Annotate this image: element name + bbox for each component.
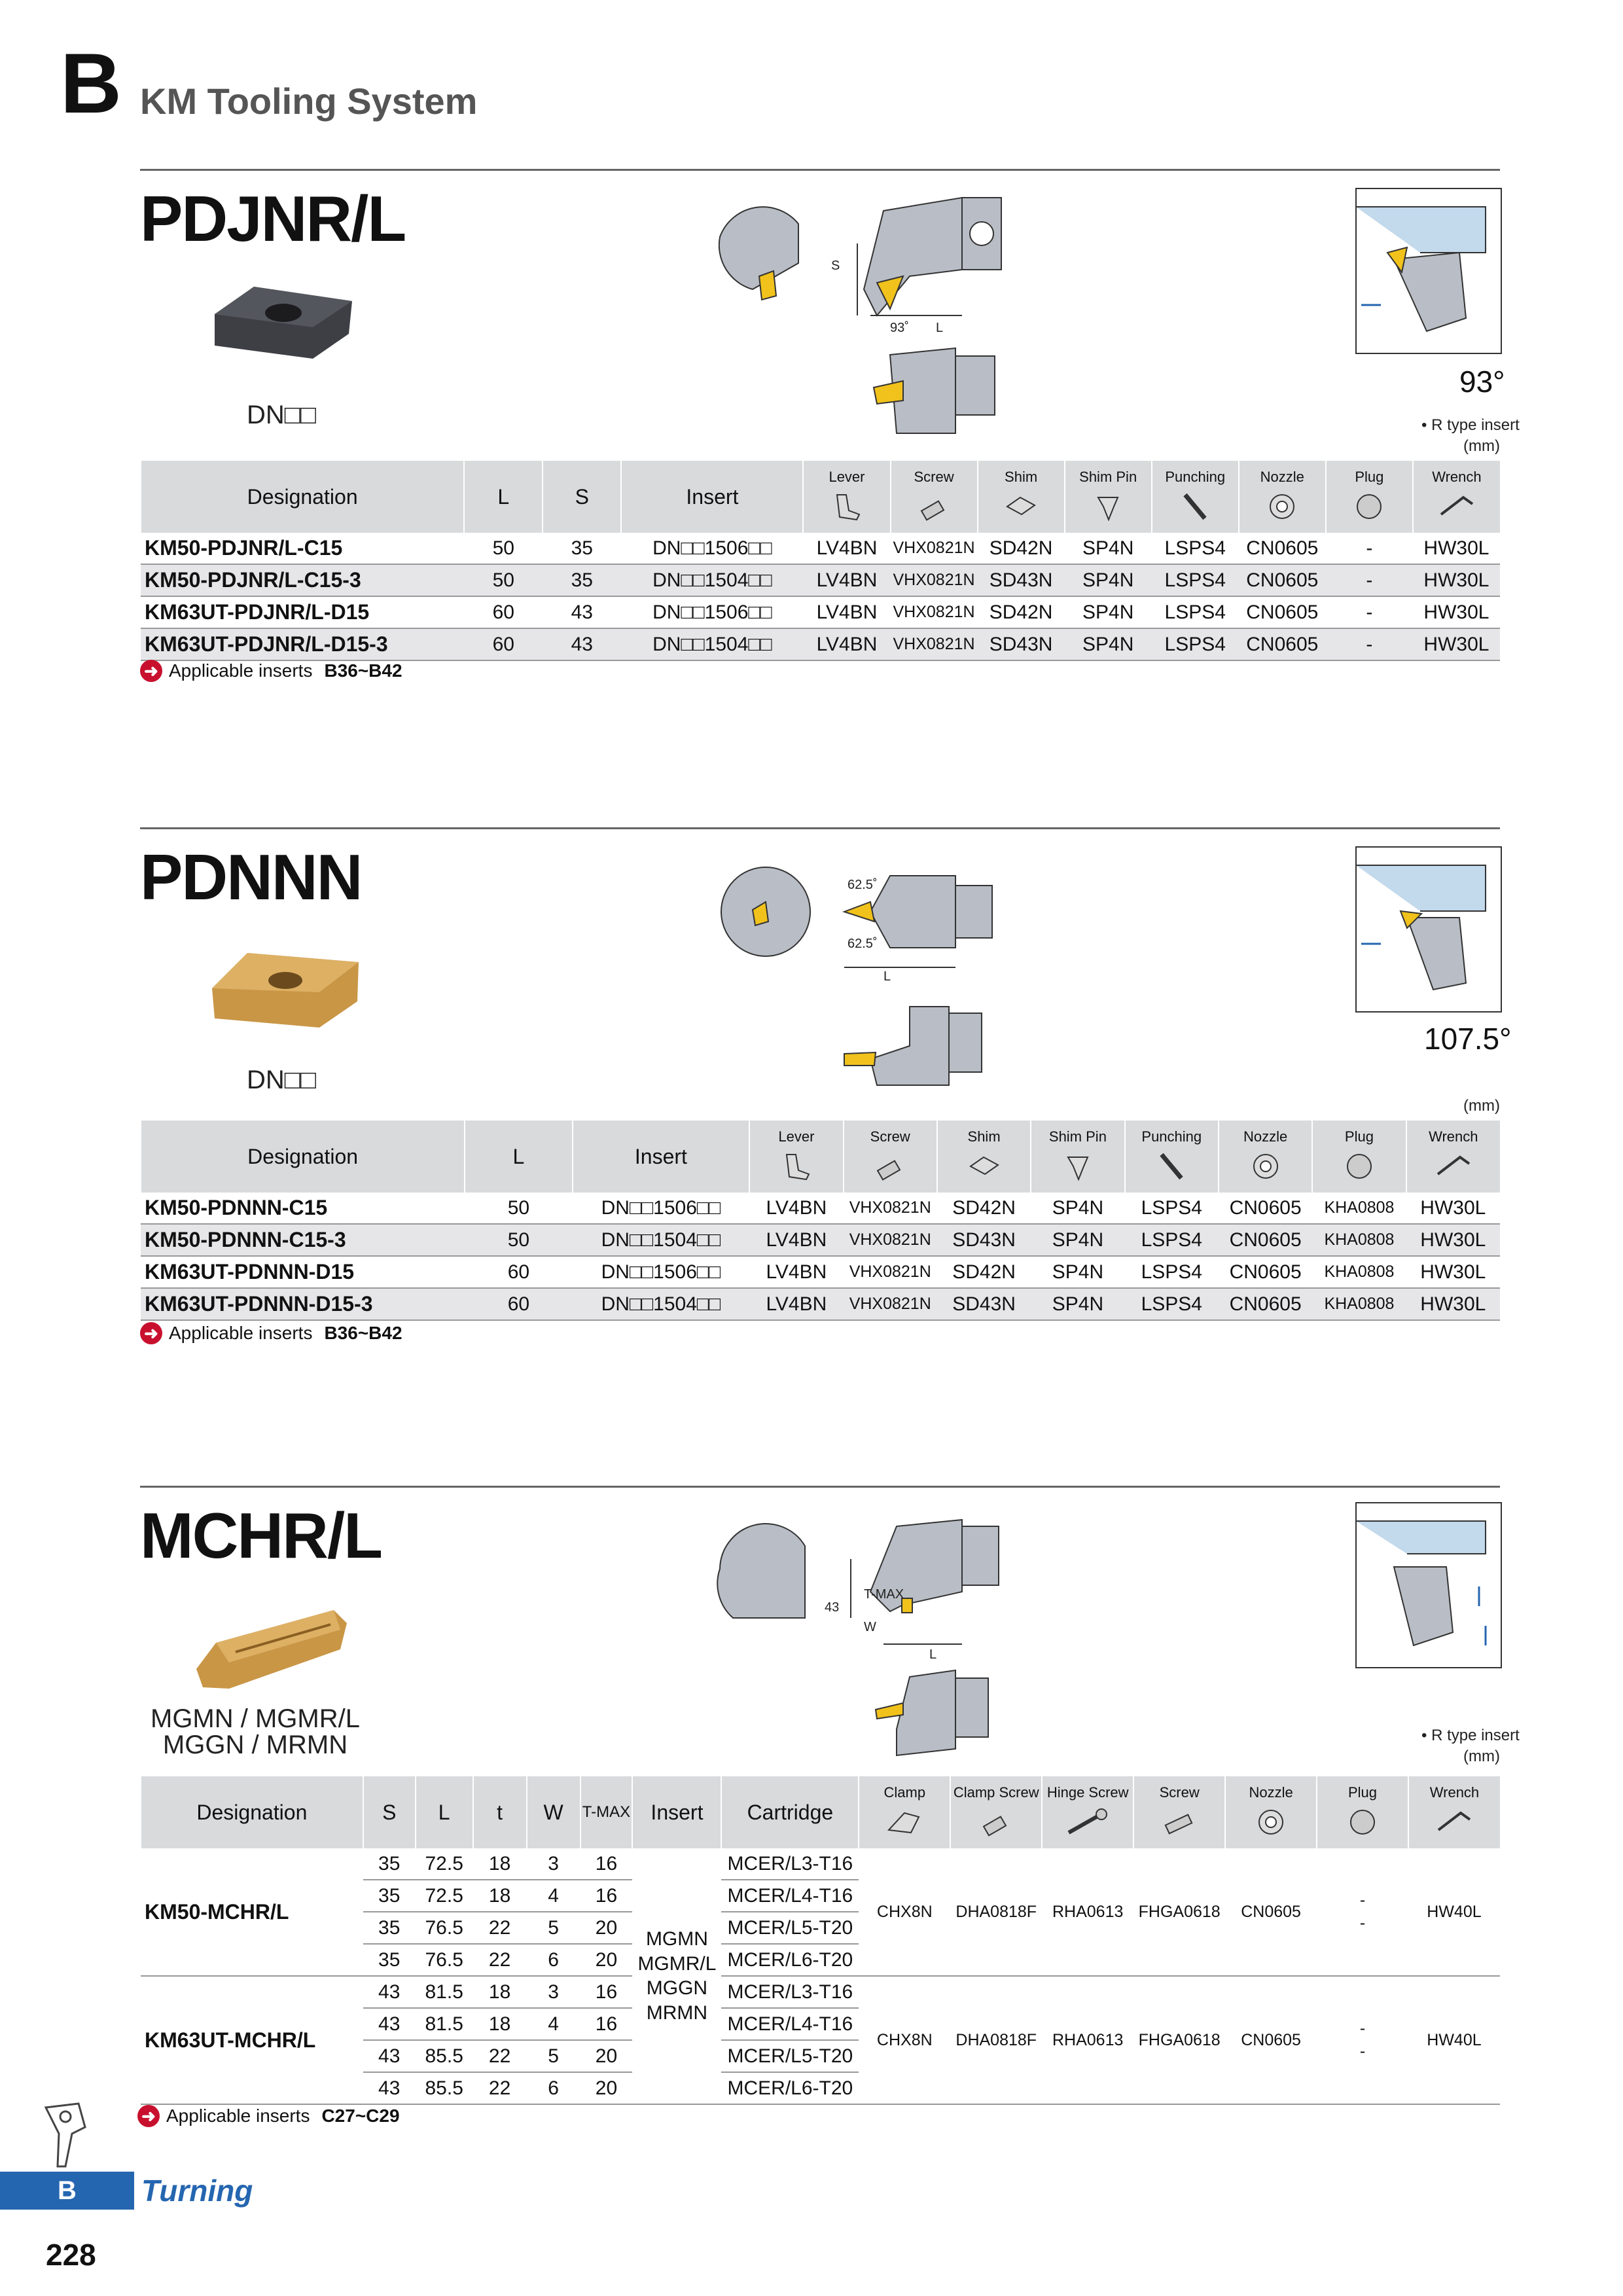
clamp-icon (885, 1806, 924, 1837)
col-designation: Designation (141, 1121, 465, 1193)
application-diagram (1355, 846, 1503, 1013)
insert-cell: MGMN MGMR/L MGGN MRMN (632, 1848, 721, 2104)
arrow-right-icon: ➜ (140, 660, 162, 682)
tool-drawing-mchr (713, 1507, 1027, 1768)
table-row: KM63UT-PDNNN-D15-3 60 DN□□1504□□ LV4BN VHX0821N SD43N SP4N LSPS4 CN0605 KHA0808 HW30L (141, 1288, 1500, 1320)
section-title-pdjnr: PDJNR/L (140, 183, 406, 255)
table-row: 35 76.5 22 5 20 MCER/L5-T20 (141, 1912, 1500, 1944)
clamp-screw-icon (980, 1806, 1012, 1837)
col-designation: Designation (141, 461, 464, 533)
divider (140, 827, 1500, 829)
col-w: W (527, 1776, 580, 1848)
col-insert: Insert (621, 461, 803, 533)
section-label: Turning (141, 2174, 253, 2208)
nozzle-icon (1249, 1151, 1282, 1181)
applicable-inserts-link[interactable]: ➜ Applicable inserts B36~B42 (140, 660, 402, 682)
punching-icon (1179, 491, 1211, 521)
application-diagram (1355, 187, 1503, 355)
approach-angle: 107.5° (1424, 1022, 1512, 1056)
punching-icon (1155, 1151, 1188, 1181)
col-s: S (543, 461, 621, 533)
approach-angle: 93° (1459, 365, 1505, 399)
section-title-mchr: MCHR/L (140, 1499, 382, 1571)
divider (140, 169, 1500, 171)
col-wrench: Wrench (1408, 1776, 1500, 1848)
table-row: KM50-MCHR/L 35 72.5 18 3 16 MGMN MGMR/L MGGN MRMN MCER/L3-T16 CHX8N DHA0818F RHA0613 FHGA0618 CN0605 - - HW40L (141, 1848, 1500, 1880)
dim-l: L (936, 321, 944, 335)
col-screw: Screw (1133, 1776, 1225, 1848)
header-title: KM Tooling System (140, 81, 478, 122)
spec-table-pdjnr (140, 461, 1500, 661)
col-screw: Screw (891, 461, 978, 533)
col-shim-pin: Shim Pin (1031, 1121, 1124, 1193)
dim-s: S (831, 259, 840, 273)
col-nozzle: Nozzle (1219, 1121, 1312, 1193)
shim-pin-icon (1061, 1151, 1094, 1181)
shim-icon (1005, 491, 1037, 521)
shim-pin-icon (1092, 491, 1124, 521)
col-wrench: Wrench (1413, 461, 1500, 533)
col-tmax: T-MAX (580, 1776, 633, 1848)
insert-name: DN□□ (246, 1066, 317, 1094)
unit-label: (mm) (1463, 1097, 1500, 1115)
screw-icon (874, 1151, 906, 1181)
insert-photo-dn (208, 275, 359, 367)
application-diagram (1355, 1501, 1503, 1669)
insert-photo-mgmn (190, 1597, 353, 1702)
insert-photo-dn (208, 942, 365, 1034)
spec-table-mchr (140, 1776, 1500, 2105)
wrench-icon (1434, 1151, 1473, 1181)
plug-icon (1353, 491, 1385, 521)
table-row: KM50-PDNNN-C15-3 50 DN□□1504□□ LV4BN VHX0821N SD43N SP4N LSPS4 CN0605 KHA0808 HW30L (141, 1224, 1500, 1256)
insert-name: MGMN / MGMR/L MGGN / MRMN (151, 1704, 360, 1759)
dim-l: L (883, 969, 891, 984)
dim-w: W (864, 1620, 876, 1634)
col-plug: Plug (1317, 1776, 1408, 1848)
wrench-icon (1437, 491, 1476, 521)
dim-tmax: T-MAX (864, 1587, 904, 1602)
col-plug: Plug (1312, 1121, 1406, 1193)
table-row: 43 81.5 18 4 16 MCER/L4-T16 (141, 2008, 1500, 2040)
dim-angle-1: 62.5˚ (847, 878, 878, 892)
chapter-letter: B (60, 35, 122, 131)
screw-icon (918, 491, 950, 521)
col-shim-pin: Shim Pin (1065, 461, 1152, 533)
nozzle-icon (1255, 1806, 1287, 1837)
col-nozzle: Nozzle (1225, 1776, 1317, 1848)
arrow-right-icon: ➜ (140, 1322, 162, 1344)
col-insert: Insert (632, 1776, 721, 1848)
plug-icon (1346, 1806, 1379, 1837)
col-designation: Designation (141, 1776, 363, 1848)
tool-drawing-pdjnr (713, 185, 1027, 446)
nozzle-icon (1266, 491, 1298, 521)
table-row: KM50-PDNNN-C15 50 DN□□1506□□ LV4BN VHX0821N SD42N SP4N LSPS4 CN0605 KHA0808 HW30L (141, 1193, 1500, 1224)
col-t: t (473, 1776, 527, 1848)
dim-l: L (929, 1647, 937, 1662)
col-cartridge: Cartridge (721, 1776, 859, 1848)
table-row: KM63UT-PDJNR/L-D15 60 43 DN□□1506□□ LV4BN VHX0821N SD42N SP4N LSPS4 CN0605 - HW30L (141, 596, 1500, 628)
lever-icon (830, 491, 863, 521)
unit-label: (mm) (1463, 1748, 1500, 1765)
table-row: KM50-PDJNR/L-C15 50 35 DN□□1506□□ LV4BN VHX0821N SD42N SP4N LSPS4 CN0605 - HW30L (141, 533, 1500, 564)
col-punching: Punching (1152, 461, 1239, 533)
table-row: 35 72.5 18 4 16 MCER/L4-T16 (141, 1880, 1500, 1912)
shim-icon (968, 1151, 1001, 1181)
col-lever: Lever (803, 461, 890, 533)
col-nozzle: Nozzle (1239, 461, 1326, 533)
insert-name: DN□□ (246, 401, 317, 429)
col-l: L (464, 461, 543, 533)
col-clamp: Clamp (859, 1776, 950, 1848)
turning-tool-icon (39, 2101, 98, 2173)
table-row: 43 85.5 22 5 20 MCER/L5-T20 (141, 2040, 1500, 2072)
col-clamp-screw: Clamp Screw (950, 1776, 1042, 1848)
col-insert: Insert (573, 1121, 750, 1193)
page-number: 228 (46, 2238, 96, 2272)
col-l: L (465, 1121, 572, 1193)
col-shim: Shim (978, 461, 1065, 533)
col-screw: Screw (844, 1121, 937, 1193)
col-s: S (363, 1776, 416, 1848)
hinge-screw-icon (1065, 1806, 1111, 1837)
insert-type-note: • R type insert (1421, 416, 1520, 434)
chapter-tab[interactable]: B (0, 2172, 134, 2210)
spec-table-pdnnn (140, 1121, 1500, 1321)
tool-drawing-pdnnn (713, 850, 1027, 1098)
table-row: 43 85.5 22 6 20 MCER/L6-T20 (141, 2072, 1500, 2104)
applicable-inserts-link[interactable]: ➜ Applicable inserts C27~C29 (137, 2105, 400, 2127)
dim-angle: 93˚ (890, 321, 909, 335)
divider (140, 1486, 1500, 1488)
col-lever: Lever (749, 1121, 843, 1193)
table-row: KM50-PDJNR/L-C15-3 50 35 DN□□1504□□ LV4BN VHX0821N SD43N SP4N LSPS4 CN0605 - HW30L (141, 564, 1500, 596)
unit-label: (mm) (1463, 437, 1500, 455)
applicable-inserts-link[interactable]: ➜ Applicable inserts B36~B42 (140, 1322, 402, 1344)
table-row: KM63UT-PDNNN-D15 60 DN□□1506□□ LV4BN VHX0821N SD42N SP4N LSPS4 CN0605 KHA0808 HW30L (141, 1256, 1500, 1288)
dim-s: 43 (825, 1600, 840, 1615)
col-punching: Punching (1125, 1121, 1219, 1193)
plug-icon (1343, 1151, 1376, 1181)
col-hinge-screw: Hinge Screw (1042, 1776, 1133, 1848)
dim-angle-2: 62.5˚ (847, 937, 878, 951)
arrow-right-icon: ➜ (137, 2105, 160, 2127)
wrench-icon (1435, 1806, 1474, 1837)
screw-icon (1160, 1806, 1199, 1837)
table-row: 35 76.5 22 6 20 MCER/L6-T20 (141, 1944, 1500, 1976)
col-l: L (416, 1776, 473, 1848)
lever-icon (780, 1151, 813, 1181)
table-row: KM63UT-MCHR/L 43 81.5 18 3 16 MCER/L3-T16 CHX8N DHA0818F RHA0613 FHGA0618 CN0605 - - HW40L (141, 1976, 1500, 2008)
section-title-pdnnn: PDNNN (140, 841, 362, 913)
col-shim: Shim (937, 1121, 1031, 1193)
col-plug: Plug (1326, 461, 1413, 533)
insert-type-note: • R type insert (1421, 1727, 1520, 1744)
col-wrench: Wrench (1406, 1121, 1500, 1193)
table-row: KM63UT-PDJNR/L-D15-3 60 43 DN□□1504□□ LV4BN VHX0821N SD43N SP4N LSPS4 CN0605 - HW30L (141, 628, 1500, 660)
